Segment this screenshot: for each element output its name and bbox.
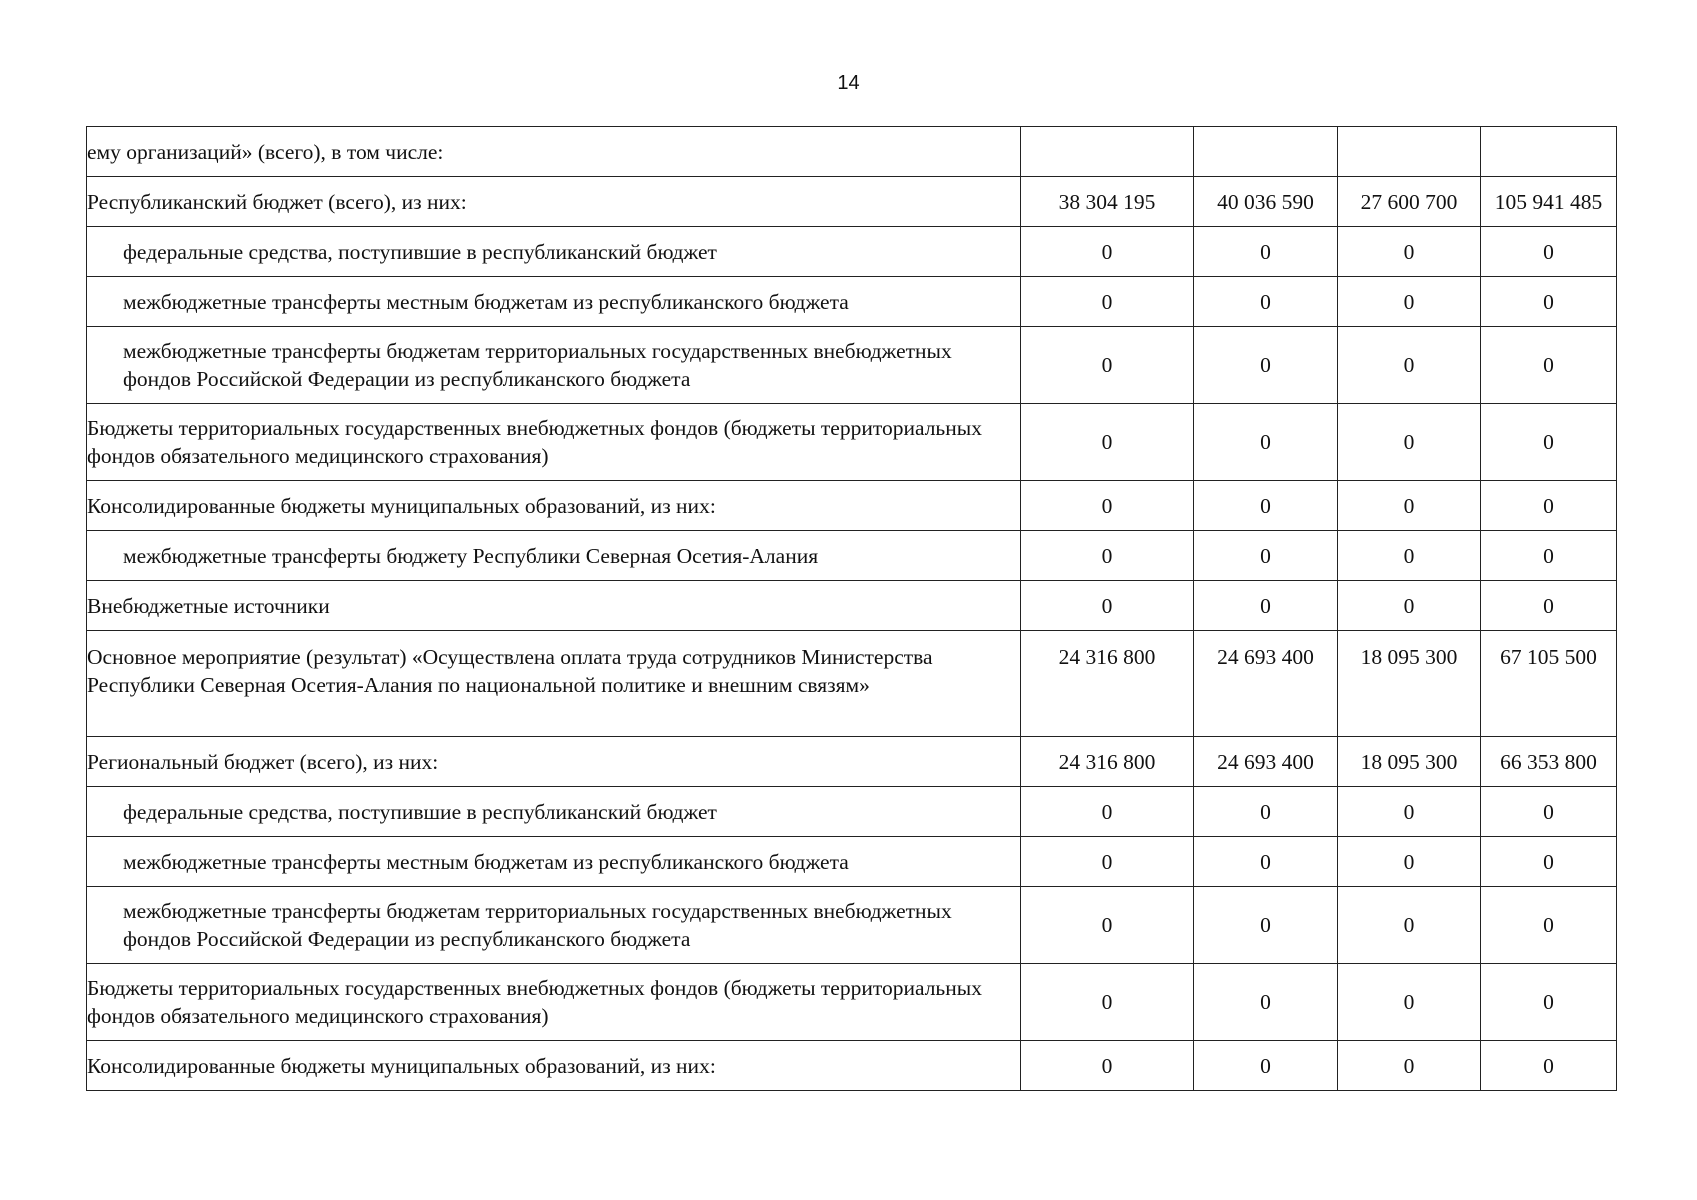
row-value: 0 (1338, 404, 1481, 481)
row-value: 0 (1481, 787, 1617, 837)
row-label: межбюджетные трансферты местным бюджетам из республиканского бюджета (87, 277, 1021, 327)
row-value: 24 693 400 (1194, 631, 1338, 737)
row-value: 0 (1481, 964, 1617, 1041)
row-value: 0 (1194, 404, 1338, 481)
table-row (87, 964, 1617, 1041)
row-value: 0 (1194, 227, 1338, 277)
row-value: 0 (1021, 787, 1194, 837)
row-value: 66 353 800 (1481, 737, 1617, 787)
row-value: 0 (1481, 481, 1617, 531)
row-value: 0 (1021, 531, 1194, 581)
row-value (1481, 127, 1617, 177)
row-value: 0 (1194, 277, 1338, 327)
row-value: 0 (1338, 481, 1481, 531)
row-value: 27 600 700 (1338, 177, 1481, 227)
row-value: 0 (1481, 327, 1617, 404)
row-value: 0 (1021, 481, 1194, 531)
row-value: 0 (1021, 1041, 1194, 1091)
row-label: Бюджеты территориальных государственных внебюджетных фондов (бюджеты территориальных фондов обязательного медицинского страхования) (87, 964, 1021, 1041)
row-value: 0 (1021, 277, 1194, 327)
row-value: 0 (1481, 531, 1617, 581)
table-row (87, 227, 1617, 277)
row-value: 0 (1338, 581, 1481, 631)
table-row (87, 177, 1617, 227)
table-row (87, 787, 1617, 837)
row-value: 0 (1021, 581, 1194, 631)
table-row (87, 887, 1617, 964)
row-value: 38 304 195 (1021, 177, 1194, 227)
row-value: 0 (1481, 837, 1617, 887)
row-value: 0 (1194, 481, 1338, 531)
row-value: 0 (1338, 227, 1481, 277)
table-row (87, 737, 1617, 787)
row-label: Внебюджетные источники (87, 581, 1021, 631)
row-value (1194, 127, 1338, 177)
row-value: 0 (1338, 887, 1481, 964)
row-value: 0 (1194, 787, 1338, 837)
row-value: 0 (1021, 964, 1194, 1041)
row-value: 0 (1481, 887, 1617, 964)
page-number: 14 (837, 72, 860, 94)
row-label: Основное мероприятие (результат) «Осуществлена оплата труда сотрудников Министерства Республики Северная Осетия-Алания по национальной политике и внешним связям» (87, 631, 1021, 737)
row-value (1021, 127, 1194, 177)
row-label: межбюджетные трансферты бюджету Республики Северная Осетия-Алания (87, 531, 1021, 581)
row-label: ему организаций» (всего), в том числе: (87, 127, 1021, 177)
row-value: 0 (1021, 837, 1194, 887)
row-value: 0 (1021, 887, 1194, 964)
row-value: 0 (1338, 964, 1481, 1041)
table-row (87, 531, 1617, 581)
table-row (87, 581, 1617, 631)
row-value: 0 (1481, 1041, 1617, 1091)
row-label: Консолидированные бюджеты муниципальных образований, из них: (87, 481, 1021, 531)
row-value: 0 (1338, 277, 1481, 327)
row-value: 0 (1481, 404, 1617, 481)
row-value: 24 316 800 (1021, 737, 1194, 787)
table-row (87, 127, 1617, 177)
budget-table (86, 126, 1617, 1091)
row-value: 105 941 485 (1481, 177, 1617, 227)
row-value: 0 (1338, 531, 1481, 581)
row-value: 0 (1194, 581, 1338, 631)
row-value: 18 095 300 (1338, 737, 1481, 787)
row-value: 18 095 300 (1338, 631, 1481, 737)
table-row (87, 327, 1617, 404)
row-value: 0 (1194, 327, 1338, 404)
row-value: 0 (1194, 887, 1338, 964)
row-value: 0 (1481, 277, 1617, 327)
row-value: 24 693 400 (1194, 737, 1338, 787)
row-value: 0 (1481, 581, 1617, 631)
row-value (1338, 127, 1481, 177)
table-row (87, 1041, 1617, 1091)
row-label: федеральные средства, поступившие в республиканский бюджет (87, 787, 1021, 837)
table-row (87, 481, 1617, 531)
row-value: 40 036 590 (1194, 177, 1338, 227)
row-value: 0 (1194, 531, 1338, 581)
row-value: 0 (1338, 327, 1481, 404)
row-value: 0 (1338, 1041, 1481, 1091)
row-value: 0 (1194, 1041, 1338, 1091)
row-label: Бюджеты территориальных государственных внебюджетных фондов (бюджеты территориальных фондов обязательного медицинского страхования) (87, 404, 1021, 481)
row-label: межбюджетные трансферты местным бюджетам из республиканского бюджета (87, 837, 1021, 887)
row-label: Региональный бюджет (всего), из них: (87, 737, 1021, 787)
row-label: межбюджетные трансферты бюджетам территориальных государственных внебюджетных фондов Российской Федерации из республиканского бюджета (87, 327, 1021, 404)
row-value: 0 (1021, 404, 1194, 481)
row-value: 0 (1021, 327, 1194, 404)
row-label: Республиканский бюджет (всего), из них: (87, 177, 1021, 227)
row-value: 0 (1194, 837, 1338, 887)
row-label: Консолидированные бюджеты муниципальных образований, из них: (87, 1041, 1021, 1091)
table-row (87, 404, 1617, 481)
row-value: 0 (1338, 787, 1481, 837)
row-value: 0 (1481, 227, 1617, 277)
row-value: 24 316 800 (1021, 631, 1194, 737)
row-value: 0 (1338, 837, 1481, 887)
row-label: межбюджетные трансферты бюджетам территориальных государственных внебюджетных фондов Российской Федерации из республиканского бюджета (87, 887, 1021, 964)
row-value: 0 (1021, 227, 1194, 277)
table-row (87, 837, 1617, 887)
table-row (87, 631, 1617, 737)
row-value: 67 105 500 (1481, 631, 1617, 737)
table-row (87, 277, 1617, 327)
row-value: 0 (1194, 964, 1338, 1041)
row-label: федеральные средства, поступившие в республиканский бюджет (87, 227, 1021, 277)
